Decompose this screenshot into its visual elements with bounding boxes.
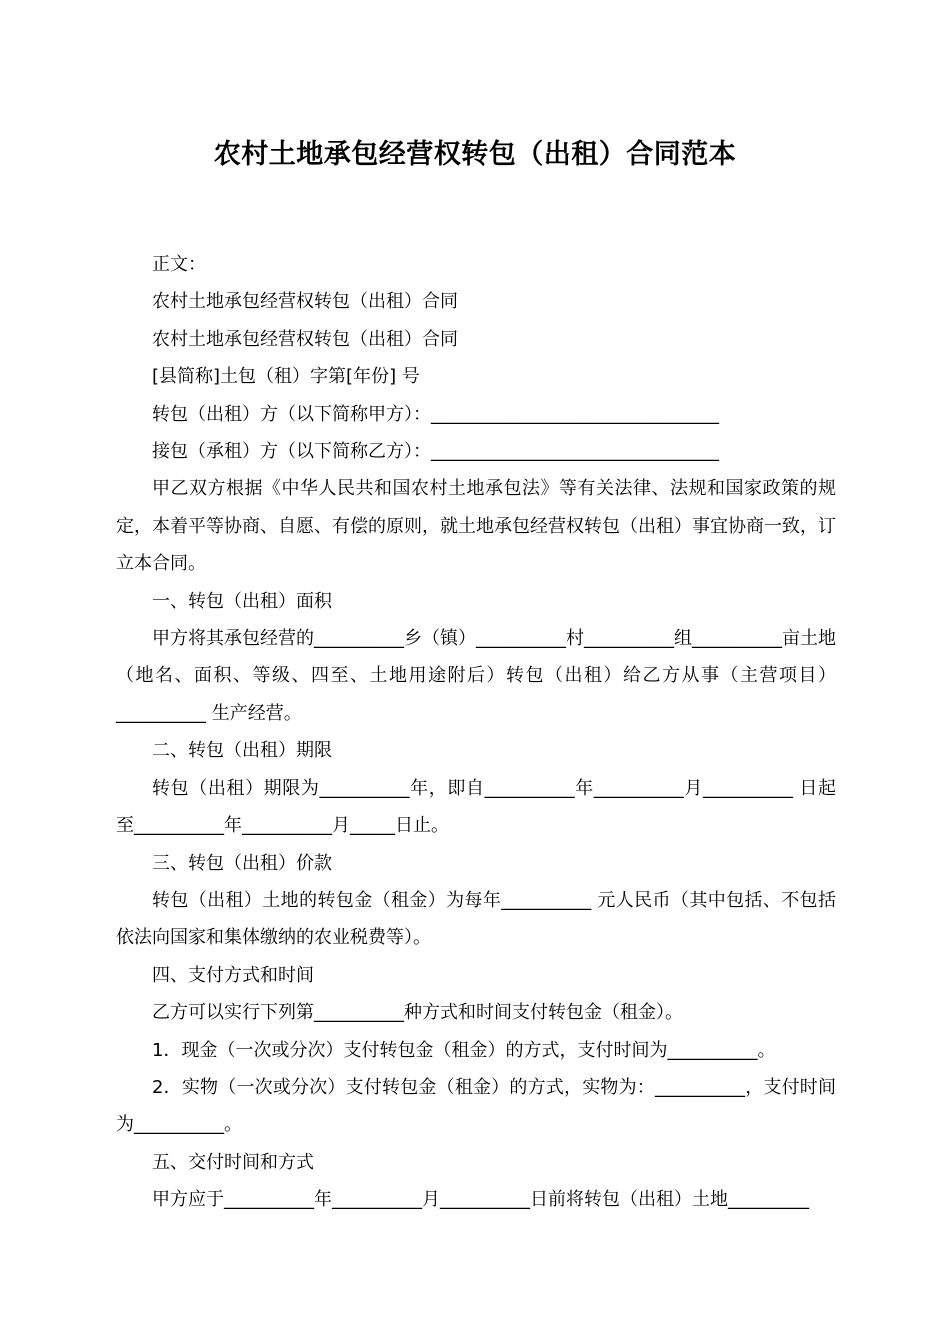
- document-title: 农村土地承包经营权转包（出租）合同范本: [213, 139, 737, 170]
- payment-option-cash: 1．现金（一次或分次）支付转包金（租金）的方式，支付时间为__________。: [152, 1039, 776, 1061]
- party-a-line: 转包（出租）方（以下简称甲方）：________________________________: [152, 403, 719, 425]
- contract-number: [县简称]土包（租）字第[年份] 号: [152, 366, 420, 388]
- body-label: 正文：: [152, 254, 206, 275]
- party-b-line: 接包（承租）方（以下简称乙方）：________________________________: [152, 441, 719, 463]
- preamble-paragraph: 甲乙双方根据《中华人民共和国农村土地承包法》等有关法律、法规和国家政策的规定，本着平等协商、自愿、有偿的原则，就土地承包经营权转包（出租）事宜协商一致，订立本合同。: [116, 478, 836, 575]
- document-body: [116, 246, 836, 1219]
- payment-paragraph: 乙方可以实行下列第__________种方式和时间支付转包金（租金）。: [152, 1002, 683, 1024]
- section-heading-term: 二、转包（出租）期限: [152, 740, 332, 762]
- section-heading-price: 三、转包（出租）价款: [152, 852, 332, 874]
- contract-heading: 农村土地承包经营权转包（出租）合同: [152, 291, 458, 313]
- section-heading-payment: 四、支付方式和时间: [152, 964, 314, 986]
- payment-option-goods: 2．实物（一次或分次）支付转包金（租金）的方式，实物为：__________，支付时间为__________。: [116, 1076, 836, 1136]
- section-heading-area: 一、转包（出租）面积: [152, 590, 332, 612]
- area-paragraph: 甲方将其承包经营的__________乡（镇）__________村__________组__________亩土地（地名、面积、等级、四至、土地用途附后）转包（出租）给乙方从事（主营项目）__________ 生产经营。: [116, 628, 836, 724]
- delivery-paragraph: 甲方应于__________年__________月__________日前将转包（出租）土地_________: [152, 1189, 809, 1211]
- price-paragraph: 转包（出租）土地的转包金（租金）为每年__________ 元人民币（其中包括、不包括依法向国家和集体缴纳的农业税费等）。: [116, 889, 836, 949]
- contract-heading: 农村土地承包经营权转包（出租）合同: [152, 328, 458, 350]
- section-heading-delivery: 五、交付时间和方式: [152, 1151, 314, 1173]
- term-paragraph: 转包（出租）期限为__________年，即自__________年__________月__________ 日起至__________年__________月_____日止。: [116, 777, 836, 837]
